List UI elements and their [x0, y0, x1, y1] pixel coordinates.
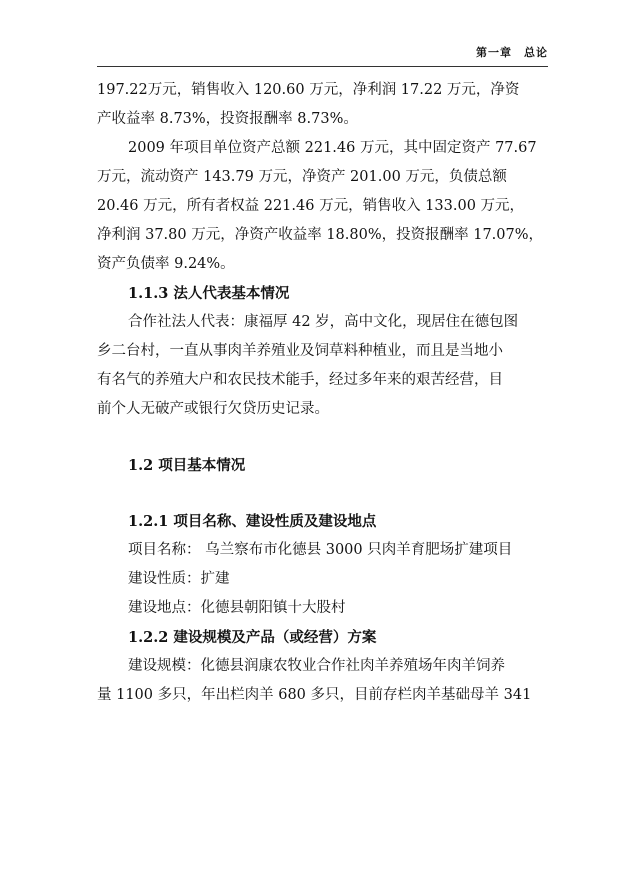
text-line: 前个人无破产或银行欠贷历史记录。	[97, 401, 329, 417]
text-line: 万元，流动资产 143.79 万元，净资产 201.00 万元，负债总额	[97, 169, 507, 185]
text-line: 建设规模：化德县润康农牧业合作社肉羊养殖场年肉羊饲养	[128, 658, 505, 674]
paragraph-legal-rep	[97, 308, 548, 424]
project-name: 项目名称： 乌兰察布市化德县 3000 只肉羊育肥场扩建项目	[128, 542, 513, 558]
project-nature: 建设性质：扩建	[128, 571, 230, 587]
text-line: 资产负债率 9.24%。	[97, 256, 235, 272]
text-line: 197.22万元，销售收入 120.60 万元，净利润 17.22 万元，净资	[97, 82, 520, 98]
text-line: 20.46 万元，所有者权益 221.46 万元，销售收入 133.00 万元，	[97, 198, 525, 214]
section-heading-1-2: 1.2 项目基本情况	[128, 457, 246, 474]
section-heading-1-2-2: 1.2.2 建设规模及产品（或经营）方案	[128, 629, 377, 646]
text-line: 产收益率 8.73%，投资报酬率 8.73%。	[97, 111, 358, 127]
project-info	[97, 536, 548, 623]
text-line: 2009 年项目单位资产总额 221.46 万元，其中固定资产 77.67	[128, 140, 537, 156]
text-line: 量 1100 多只，年出栏肉羊 680 多只，目前存栏肉羊基础母羊 341	[97, 687, 532, 703]
document-body	[97, 76, 548, 710]
project-location: 建设地点：化德县朝阳镇十大股村	[128, 600, 346, 616]
page-header	[97, 42, 548, 67]
text-line: 合作社法人代表：康福厚 42 岁，高中文化，现居住在德包图	[128, 314, 519, 330]
text-line: 乡二台村，一直从事肉羊养殖业及饲草料种植业，而且是当地小	[97, 343, 503, 359]
paragraph-financials-2009	[97, 134, 548, 279]
section-heading-1-2-1: 1.2.1 项目名称、建设性质及建设地点	[128, 513, 377, 530]
chapter-title: 第一章 总论	[476, 46, 548, 59]
text-line: 有名气的养殖大户和农民技术能手，经过多年来的艰苦经营，目	[97, 372, 503, 388]
text-line: 净利润 37.80 万元，净资产收益率 18.80%，投资报酬率 17.07%，	[97, 227, 544, 243]
paragraph-scale	[97, 652, 548, 710]
section-heading-1-1-3: 1.1.3 法人代表基本情况	[128, 285, 290, 302]
paragraph-financials-prev	[97, 76, 548, 134]
